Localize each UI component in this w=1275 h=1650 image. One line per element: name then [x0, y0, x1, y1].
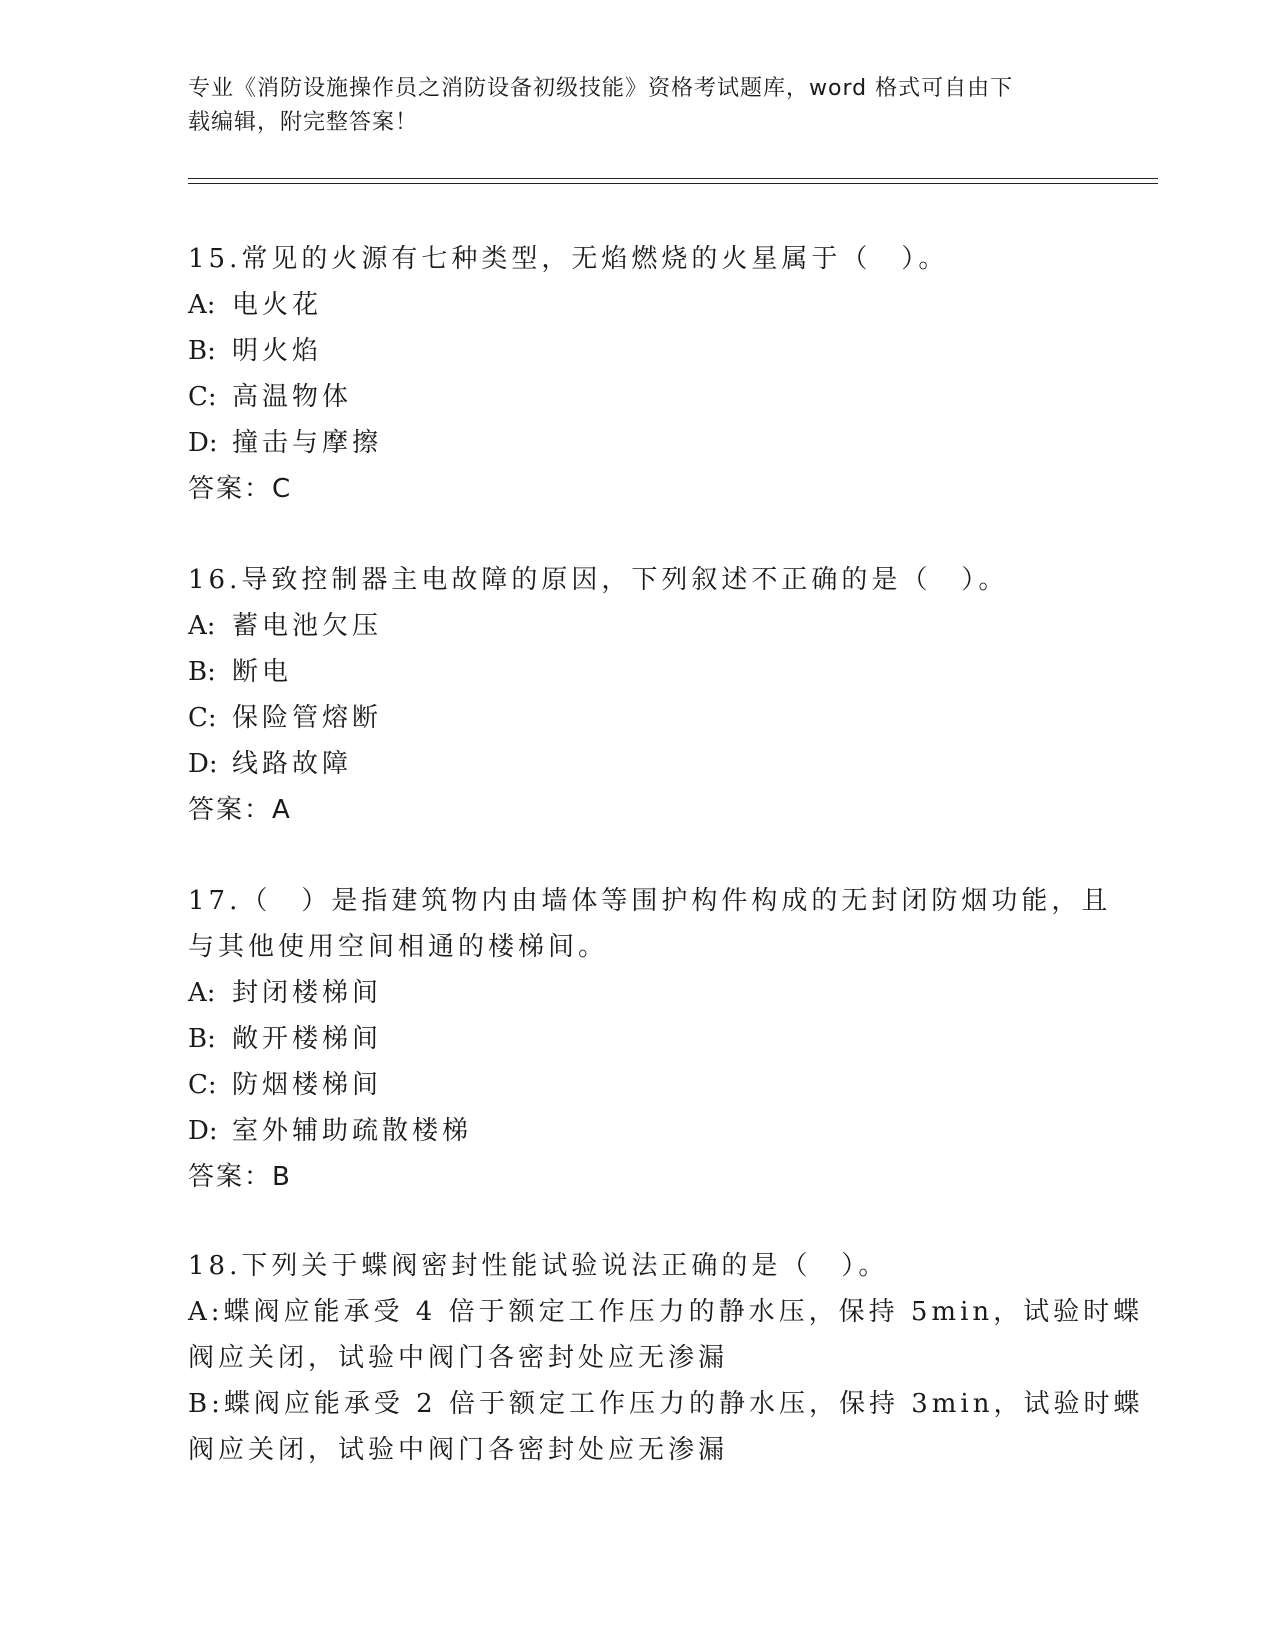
header-line-1: 专业《消防设施操作员之消防设备初级技能》资格考试题库，word 格式可自由下: [188, 76, 1014, 101]
answer: 答案：C: [188, 474, 293, 504]
header-divider-top: [188, 178, 1158, 179]
question-stem-line-2: 与其他使用空间相通的楼梯间。: [188, 932, 609, 962]
option-text: 明火焰: [232, 336, 323, 366]
option-key: C:: [188, 703, 217, 733]
question-stem: 18.下列关于蝶阀密封性能试验说法正确的是（ ）。: [188, 1251, 889, 1281]
option-key: A:: [188, 978, 216, 1008]
option-text: 蝶阀应能承受 4 倍于额定工作压力的静水压，保持 5min，试验时蝶: [223, 1297, 1144, 1327]
header-line-2: 载编辑，附完整答案！: [188, 110, 419, 135]
option-text: 保险管熔断: [232, 703, 383, 733]
option-text: 撞击与摩擦: [232, 428, 383, 458]
option-d: [188, 420, 1088, 466]
option-key: D:: [188, 1116, 218, 1146]
question-stem-line-1: 17.（ ）是指建筑物内由墙体等围护构件构成的无封闭防烟功能，且: [188, 886, 1112, 916]
option-key: D:: [188, 428, 218, 458]
option-text: 封闭楼梯间: [232, 978, 383, 1008]
option-a-line-1: [188, 1289, 1144, 1335]
option-text: 蝶阀应能承受 2 倍于额定工作压力的静水压，保持 3min，试验时蝶: [223, 1389, 1144, 1419]
option-a: [188, 603, 1088, 649]
option-a-line-2: 阀应关闭，试验中阀门各密封处应无渗漏: [188, 1343, 729, 1373]
question-18: [188, 1243, 1144, 1473]
option-d: [188, 1108, 1088, 1154]
answer: 答案：B: [188, 1162, 292, 1192]
option-d: [188, 741, 1088, 787]
option-text: 敞开楼梯间: [232, 1024, 383, 1054]
option-key: C:: [188, 1070, 217, 1100]
option-key: B:: [188, 1024, 216, 1054]
option-text: 高温物体: [232, 382, 353, 412]
header-divider-bottom: [188, 183, 1158, 184]
option-key: A:: [188, 611, 216, 641]
question-17: [188, 878, 1112, 1200]
option-key: A:: [188, 290, 216, 320]
option-text: 断电: [232, 657, 293, 687]
option-text: 线路故障: [232, 749, 353, 779]
option-text: 电火花: [232, 290, 323, 320]
answer: 答案：A: [188, 795, 292, 825]
option-key: D:: [188, 749, 218, 779]
option-c: [188, 374, 1088, 420]
option-b-line-1: [188, 1381, 1144, 1427]
option-key: A:: [188, 1297, 224, 1327]
option-c: [188, 695, 1088, 741]
option-key: B:: [188, 1389, 224, 1419]
option-a: [188, 282, 1088, 328]
document-header: [188, 72, 1088, 140]
option-c: [188, 1062, 1088, 1108]
option-b: [188, 328, 1088, 374]
question-15: [188, 236, 1088, 512]
option-text: 室外辅助疏散楼梯: [232, 1116, 473, 1146]
option-text: 蓄电池欠压: [232, 611, 383, 641]
option-b: [188, 1016, 1088, 1062]
option-a: [188, 1289, 1144, 1381]
option-b: [188, 649, 1088, 695]
option-key: B:: [188, 657, 216, 687]
question-stem: [188, 878, 1112, 970]
question-stem: 15.常见的火源有七种类型，无焰燃烧的火星属于（ ）。: [188, 244, 949, 274]
question-stem: 16.导致控制器主电故障的原因，下列叙述不正确的是（ ）。: [188, 565, 1009, 595]
option-key: B:: [188, 336, 216, 366]
option-key: C:: [188, 382, 217, 412]
question-16: [188, 557, 1088, 833]
option-text: 防烟楼梯间: [232, 1070, 383, 1100]
option-b-line-2: 阀应关闭，试验中阀门各密封处应无渗漏: [188, 1435, 729, 1465]
option-b: [188, 1381, 1144, 1473]
option-a: [188, 970, 1088, 1016]
